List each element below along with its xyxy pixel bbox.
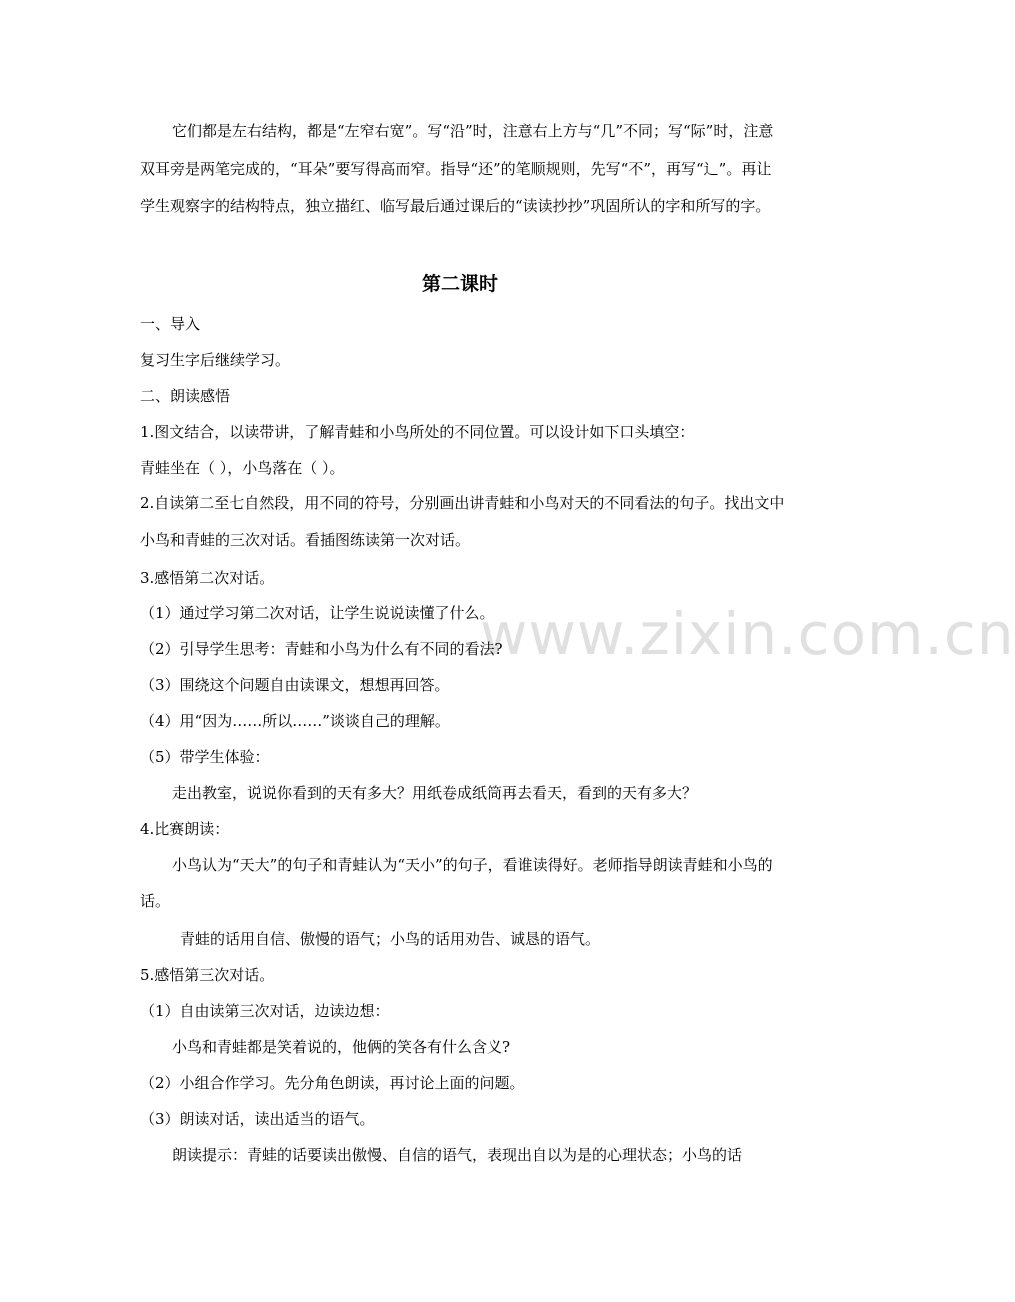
step-1: 1.图文结合，以读带讲，了解青蛙和小鸟所处的不同位置。可以设计如下口头填空：: [140, 423, 695, 441]
intro-text: 复习生字后继续学习。: [140, 351, 291, 369]
step-5-1: （1）自由读第三次对话，边读边想：: [140, 1002, 390, 1020]
step-3-4: （4）用“因为……所以……”谈谈自己的理解。: [140, 712, 450, 730]
step-3-3: （3）围绕这个问题自由读课文，想想再回答。: [140, 676, 450, 694]
intro-paragraph: 它们都是左右结构，都是“左窄右宽”。写“沿”时，注意右上方与“几”不同；写“际”时，注意双耳旁是两笔完成的，“耳朵”要写得高而窄。指导“还”的笔顺规则，先写“不”，再写“辶”。再让学生观察字的结构特点，独立描红、临写最后通过课后的“读读抄抄”巩固所认的字和所写的字。: [140, 122, 774, 215]
step-4-text: 小鸟认为“天大”的句子和青蛙认为“天小”的句子，看谁读得好。老师指导朗读青蛙和小鸟的话。: [140, 856, 773, 910]
step-5: 5.感悟第三次对话。: [140, 966, 275, 984]
watermark: www.zixin.com.cn: [480, 600, 1015, 668]
step-5-tip: 朗读提示：青蛙的话要读出傲慢、自信的语气，表现出自以为是的心理状态；小鸟的话: [172, 1146, 743, 1164]
step-3-5: （5）带学生体验：: [140, 748, 270, 766]
step-4-tone: 青蛙的话用自信、傲慢的语气；小鸟的话用劝告、诚恳的语气。: [180, 930, 601, 948]
step-5-2: （2）小组合作学习。先分角色朗读，再讨论上面的问题。: [140, 1074, 525, 1092]
step-3: 3.感悟第二次对话。: [140, 569, 275, 587]
step-3-1: （1）通过学习第二次对话，让学生说说读懂了什么。: [140, 604, 495, 622]
heading-reading: 二、朗读感悟: [140, 387, 231, 405]
section-title: 第二课时: [421, 273, 498, 295]
step-4: 4.比赛朗读：: [140, 820, 230, 838]
step-3-5-text: 走出教室，说说你看到的天有多大？用纸卷成纸筒再去看天，看到的天有多大？: [172, 784, 698, 802]
step-5-3: （3）朗读对话，读出适当的语气。: [140, 1110, 375, 1128]
step-3-2: （2）引导学生思考：青蛙和小鸟为什么有不同的看法?: [140, 640, 503, 658]
step-1-fill: 青蛙坐在（ ），小鸟落在（ ）。: [140, 459, 345, 477]
step-5-1-text: 小鸟和青蛙都是笑着说的，他俩的笑各有什么含义?: [172, 1038, 511, 1056]
step-2: 2.自读第二至七自然段，用不同的符号，分别画出讲青蛙和小鸟对天的不同看法的句子。找出文中小鸟和青蛙的三次对话。看插图练读第一次对话。: [140, 494, 785, 549]
heading-intro: 一、导入: [140, 315, 201, 333]
